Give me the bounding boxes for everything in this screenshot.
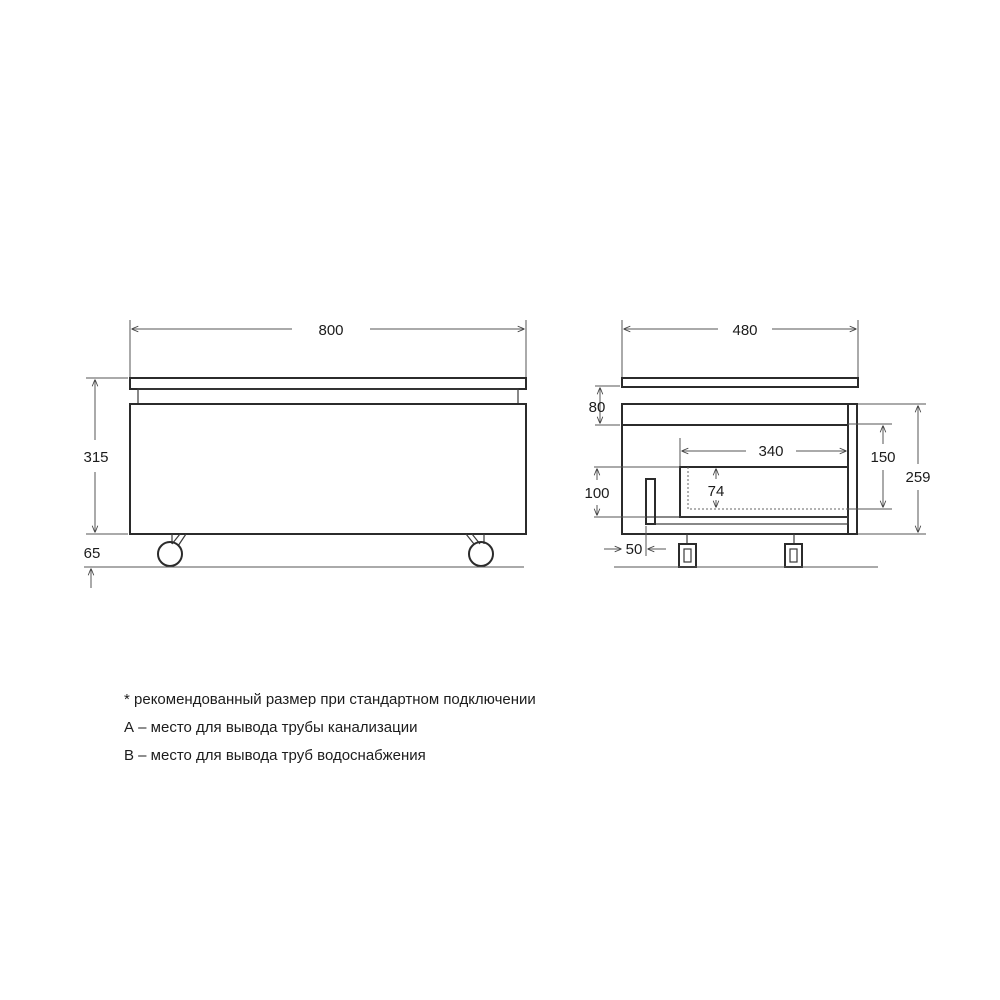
side-countertop <box>622 378 858 387</box>
side-view <box>584 320 930 567</box>
side-shelf-label: 100 <box>584 485 610 502</box>
side-total-label: 259 <box>905 469 931 486</box>
notes-block <box>124 686 536 770</box>
caster-icon <box>679 544 696 567</box>
front-legs-label: 65 <box>83 545 101 562</box>
front-width-label: 800 <box>318 322 344 339</box>
side-top-panel <box>622 404 848 425</box>
front-cabinet-body <box>130 404 526 534</box>
note-a-outlet: А – место для вывода трубы канализации <box>124 719 418 736</box>
side-caster-left <box>679 534 696 567</box>
front-height-label: 315 <box>83 449 109 466</box>
caster-wheel-icon <box>469 542 493 566</box>
side-top-label: 80 <box>588 399 606 416</box>
side-offset-label: 50 <box>625 541 643 558</box>
side-depth-label: 480 <box>732 322 758 339</box>
side-caster-right <box>785 534 802 567</box>
front-caster-right <box>466 534 493 566</box>
note-b-outlet: В – место для вывода труб водоснабжения <box>124 747 426 764</box>
side-drawer-rail <box>646 517 848 524</box>
caster-wheel-icon <box>158 542 182 566</box>
front-caster-left <box>158 534 186 566</box>
side-drawer-label: 340 <box>758 443 784 460</box>
front-view <box>83 320 526 588</box>
front-connector-strip <box>138 389 518 404</box>
front-countertop <box>130 378 526 389</box>
note-recommended: * рекомендованный размер при стандартном подключении <box>124 691 536 708</box>
side-opening-label: 150 <box>870 449 896 466</box>
side-inner-label: 74 <box>707 483 725 500</box>
caster-icon <box>785 544 802 567</box>
